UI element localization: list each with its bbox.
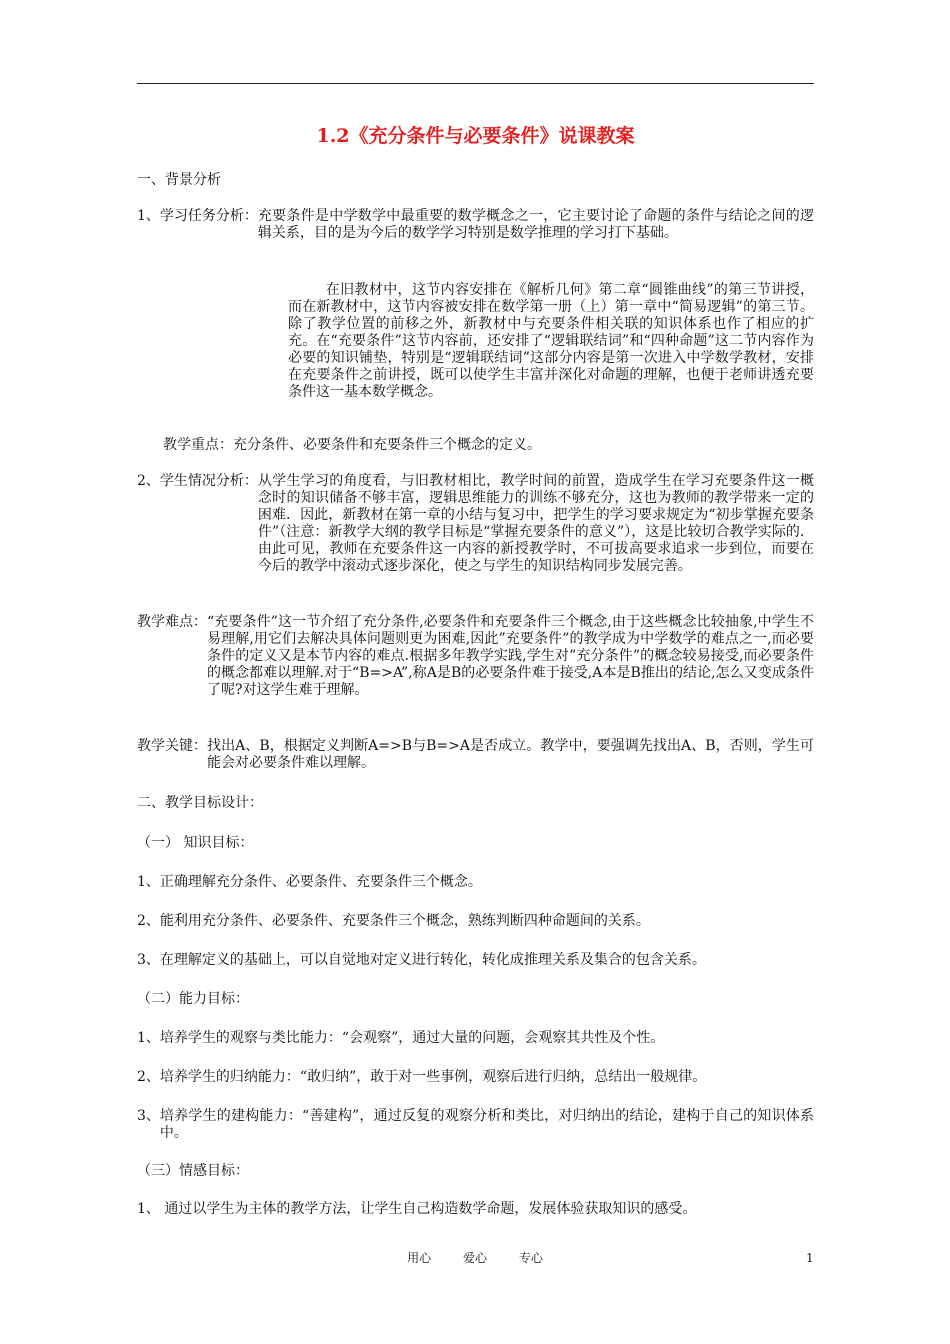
subheading-emotion: （三）情感目标： — [137, 1163, 249, 1179]
footer-word: 用心 — [407, 1251, 432, 1265]
item-label: 3、 — [137, 1108, 160, 1124]
item-text: 培养学生的建构能力：“善建构”，通过反复的观察分析和类比，对归纳出的结论，建构于自己的知识体系中。 — [159, 1108, 814, 1141]
item-text: 找出A、B，根据定义判断A=>B与B=>A是否成立。教学中，要强调先找出A、B，否则，学生可能会对必要条件难以理解。 — [207, 738, 814, 771]
teaching-key — [137, 738, 814, 772]
emotion-goal-1: 1、 通过以学生为主体的教学方法，让学生自己构造数学命题，发展体验获取知识的感受。 — [137, 1201, 697, 1217]
item-label: 1、学习任务分析： — [137, 208, 258, 224]
section-heading-objectives: 二、教学目标设计： — [137, 795, 263, 811]
item-label: 教学关键： — [137, 738, 207, 754]
subheading-knowledge: （一） 知识目标： — [137, 835, 254, 851]
subheading-ability: （二）能力目标： — [137, 991, 249, 1007]
ability-goal-3 — [137, 1108, 814, 1142]
item-label: 教学难点： — [137, 614, 207, 630]
document-title: 1.2《充分条件与必要条件》说课教案 — [316, 125, 635, 147]
knowledge-goal-3: 3、在理解定义的基础上，可以自觉地对定义进行转化，转化成推理关系及集合的包含关系。 — [137, 952, 706, 968]
knowledge-goal-1: 1、正确理解充分条件、必要条件、充要条件三个概念。 — [137, 874, 482, 890]
textbook-paragraph: 在旧教材中，这节内容安排在《解析几何》第二章“圆锥曲线”的第三节讲授，而在新教材中，这节内容被安排在数学第一册（上）第一章中“简易逻辑”的第三节。除了教学位置的前移之外，新教材中与充要条件相关联的知识体系也作了相应的扩充。在“充要条件”这节内容前，还安排了“逻辑联结词”和“四种命题”这二节内容作为必要的知识铺垫，特别是“逻辑联结词”这部分内容是第一次进入中学数学教材，安排在充要条件之前讲授，既可以使学生丰富并深化对命题的理解，也便于老师讲透充要条件这一基本数学概念。 — [288, 282, 814, 400]
knowledge-goal-2: 2、能利用充分条件、必要条件、充要条件三个概念，熟练判断四种命题间的关系。 — [137, 913, 650, 929]
student-analysis — [137, 473, 814, 575]
header-rule — [137, 83, 814, 84]
item-label: 2、学生情况分析： — [137, 473, 258, 489]
teaching-key-point: 教学重点：充分条件、必要条件和充要条件三个概念的定义。 — [163, 437, 541, 453]
learning-task-analysis — [137, 208, 814, 242]
page-number: 1 — [806, 1251, 814, 1265]
section-heading-background: 一、背景分析 — [137, 172, 221, 188]
teaching-difficulty — [137, 614, 814, 699]
footer-word: 专心 — [518, 1251, 543, 1265]
item-text: “充要条件”这一节介绍了充分条件,必要条件和充要条件三个概念,由于这些概念比较抽象,中学生不易理解,用它们去解决具体问题则更为困难,因此”充要条件”的教学成为中学数学的难点之一,而必要条件的定义又是本节内容的难点.根据多年教学实践,学生对”充分条件”的概念较易接受,而必要条件的概念都难以理解.对于“B=>A”,称A是B的必要条件难于接受,A本是B推出的结论,怎么又变成条件了呢?对这学生难于理解。 — [207, 614, 814, 698]
footer-word: 爱心 — [462, 1251, 487, 1265]
item-text: 充要条件是中学数学中最重要的数学概念之一，它主要讨论了命题的条件与结论之间的逻辑关系，目的是为今后的数学学习特别是数学推理的学习打下基础。 — [257, 208, 814, 241]
ability-goal-2: 2、培养学生的归纳能力：“敢归纳”，敢于对一些事例，观察后进行归纳，总结出一般规律。 — [137, 1069, 707, 1085]
item-text: 从学生学习的角度看，与旧教材相比，教学时间的前置，造成学生在学习充要条件这一概念时的知识储备不够丰富，逻辑思维能力的训练不够充分，这也为教师的教学带来一定的困难．因此，新教材在第一章的小结与复习中，把学生的学习要求规定为“初步掌握充要条件”（注意：新教学大纲的教学目标是“掌握充要条件的意义”），这是比较切合教学实际的．由此可见，教师在充要条件这一内容的新授教学时，不可拔高要求追求一步到位，而要在今后的教学中滚动式逐步深化，使之与学生的知识结构同步发展完善。 — [257, 473, 814, 574]
ability-goal-1: 1、培养学生的观察与类比能力：“会观察”，通过大量的问题，会观察其共性及个性。 — [137, 1030, 665, 1046]
